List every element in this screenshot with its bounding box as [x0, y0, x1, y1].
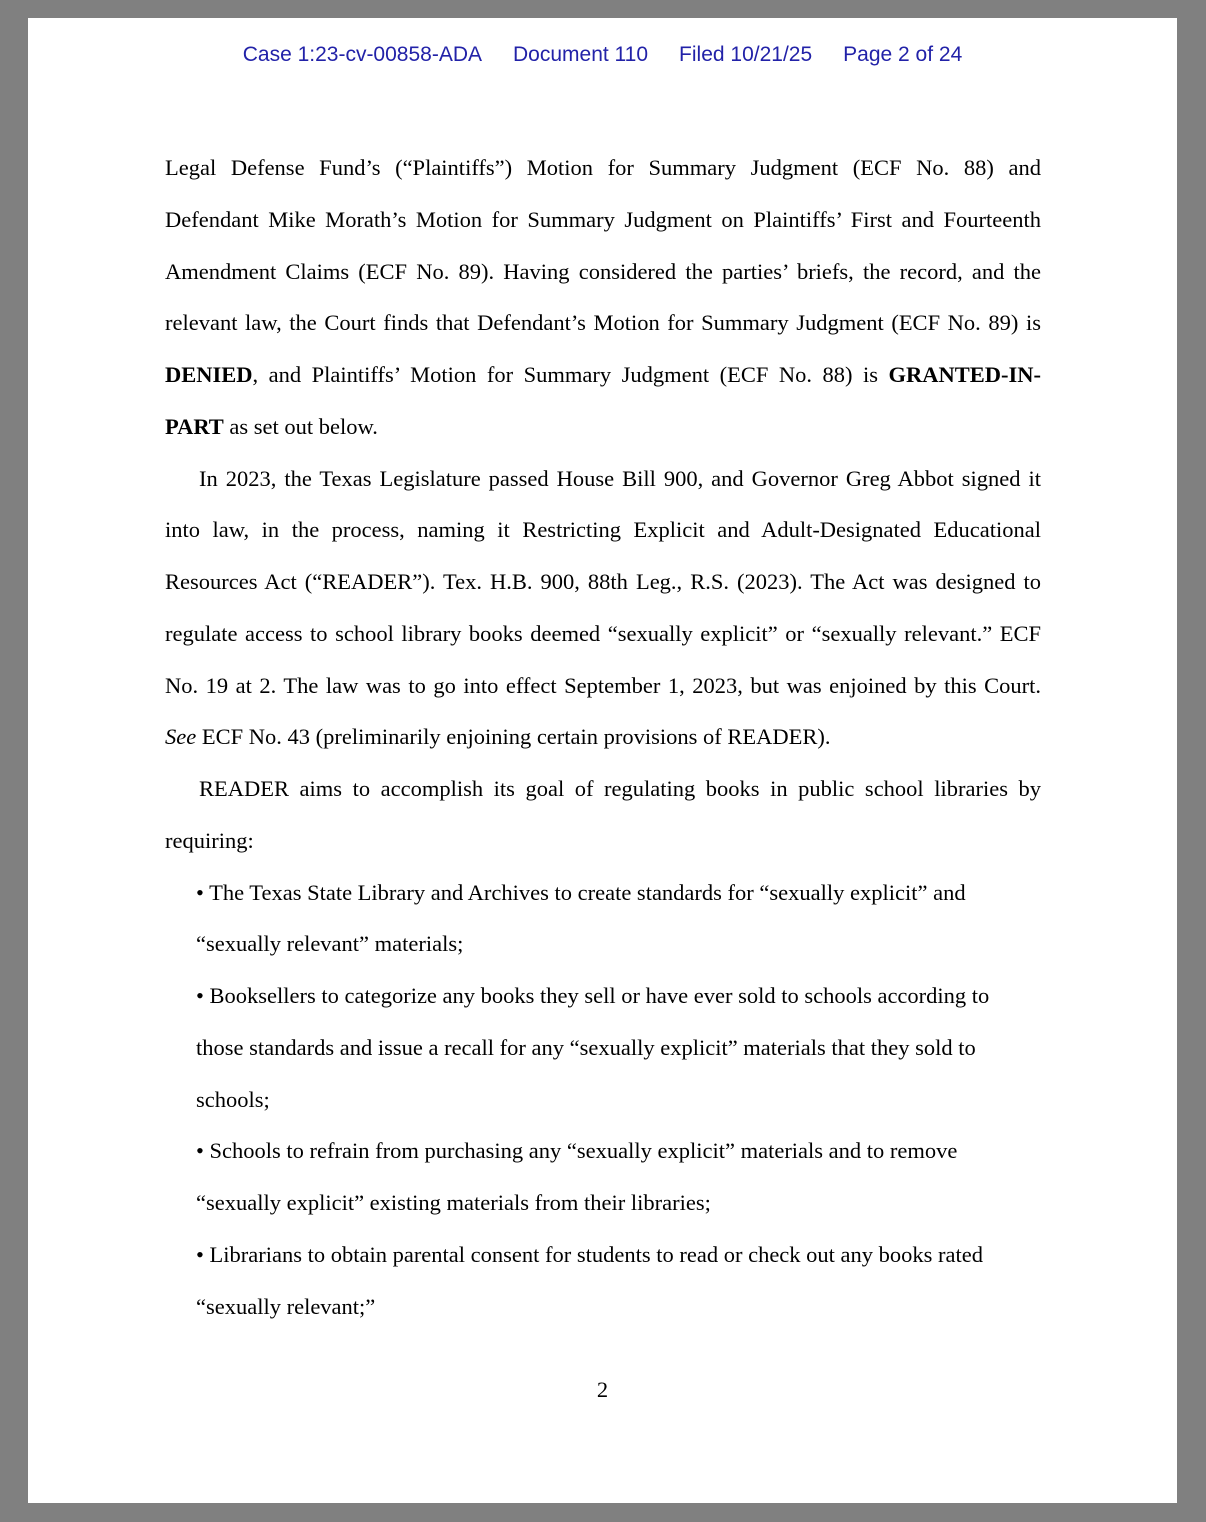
italic-text: See [165, 724, 197, 750]
text-run: READER aims to accomplish its goal of regulating books in public school libraries by requiring: [165, 776, 1041, 853]
paragraph [165, 142, 1041, 453]
bullet-item: • Librarians to obtain parental consent for students to read or check out any books rated “sexually relevant;” [196, 1241, 984, 1319]
page-indicator: Page 2 of 24 [843, 43, 963, 66]
bullet-item: • Booksellers to categorize any books they sell or have ever sold to schools according to those standards and issue a recall for any “sexually explicit” materials that they sold to schools; [196, 983, 990, 1112]
text-run: , and Plaintiffs’ Motion for Summary Judgment (ECF No. 88) is [252, 362, 889, 387]
case-header [28, 43, 1177, 67]
bullet-item: • Schools to refrain from purchasing any “sexually explicit” materials and to remove “sexually explicit” existing materials from their libraries; [196, 1138, 958, 1215]
text-run: ECF No. 43 (preliminarily enjoining certain provisions of READER). [196, 724, 831, 750]
document-number: Document 110 [513, 43, 649, 66]
page-number-footer: 2 [596, 1377, 609, 1402]
bold-text: GRANTED-IN-PART [165, 362, 1041, 439]
paragraph [165, 453, 1041, 764]
bold-text: DENIED [165, 362, 253, 387]
filed-date: Filed 10/21/25 [679, 43, 813, 66]
body-paragraphs [165, 142, 1041, 1332]
paragraph [165, 763, 1041, 867]
text-run: In 2023, the Texas Legislature passed House Bill 900, and Governor Greg Abbot signed it into law, in the process, naming it Restricting Explicit and Adult-Designated Educational Resources Act (“READER”). Tex. H.B. 900, 88th Leg., R.S. (2023). The Act was designed to regulate access to school library books deemed “sexually explicit” or “sexually relevant.” ECF No. 19 at 2. The law was to go into effect September 1, 2023, but was enjoined by this Court. [165, 465, 1041, 698]
text-run: as set out below. [223, 413, 378, 439]
document-page [28, 18, 1177, 1503]
case-number: Case 1:23-cv-00858-ADA [242, 43, 483, 66]
bullet-item: • The Texas State Library and Archives to create standards for “sexually explicit” and “sexually relevant” materials; [196, 879, 966, 957]
text-run: Legal Defense Fund’s (“Plaintiffs”) Motion for Summary Judgment (ECF No. 88) and Defendant Mike Morath’s Motion for Summary Judgment on Plaintiffs’ First and Fourteenth Amendment Claims (ECF No. 89). Having considered the parties’ briefs, the record, and the relevant law, the Court finds that Defendant’s Motion for Summary Judgment (ECF No. 89) is [165, 155, 1041, 336]
